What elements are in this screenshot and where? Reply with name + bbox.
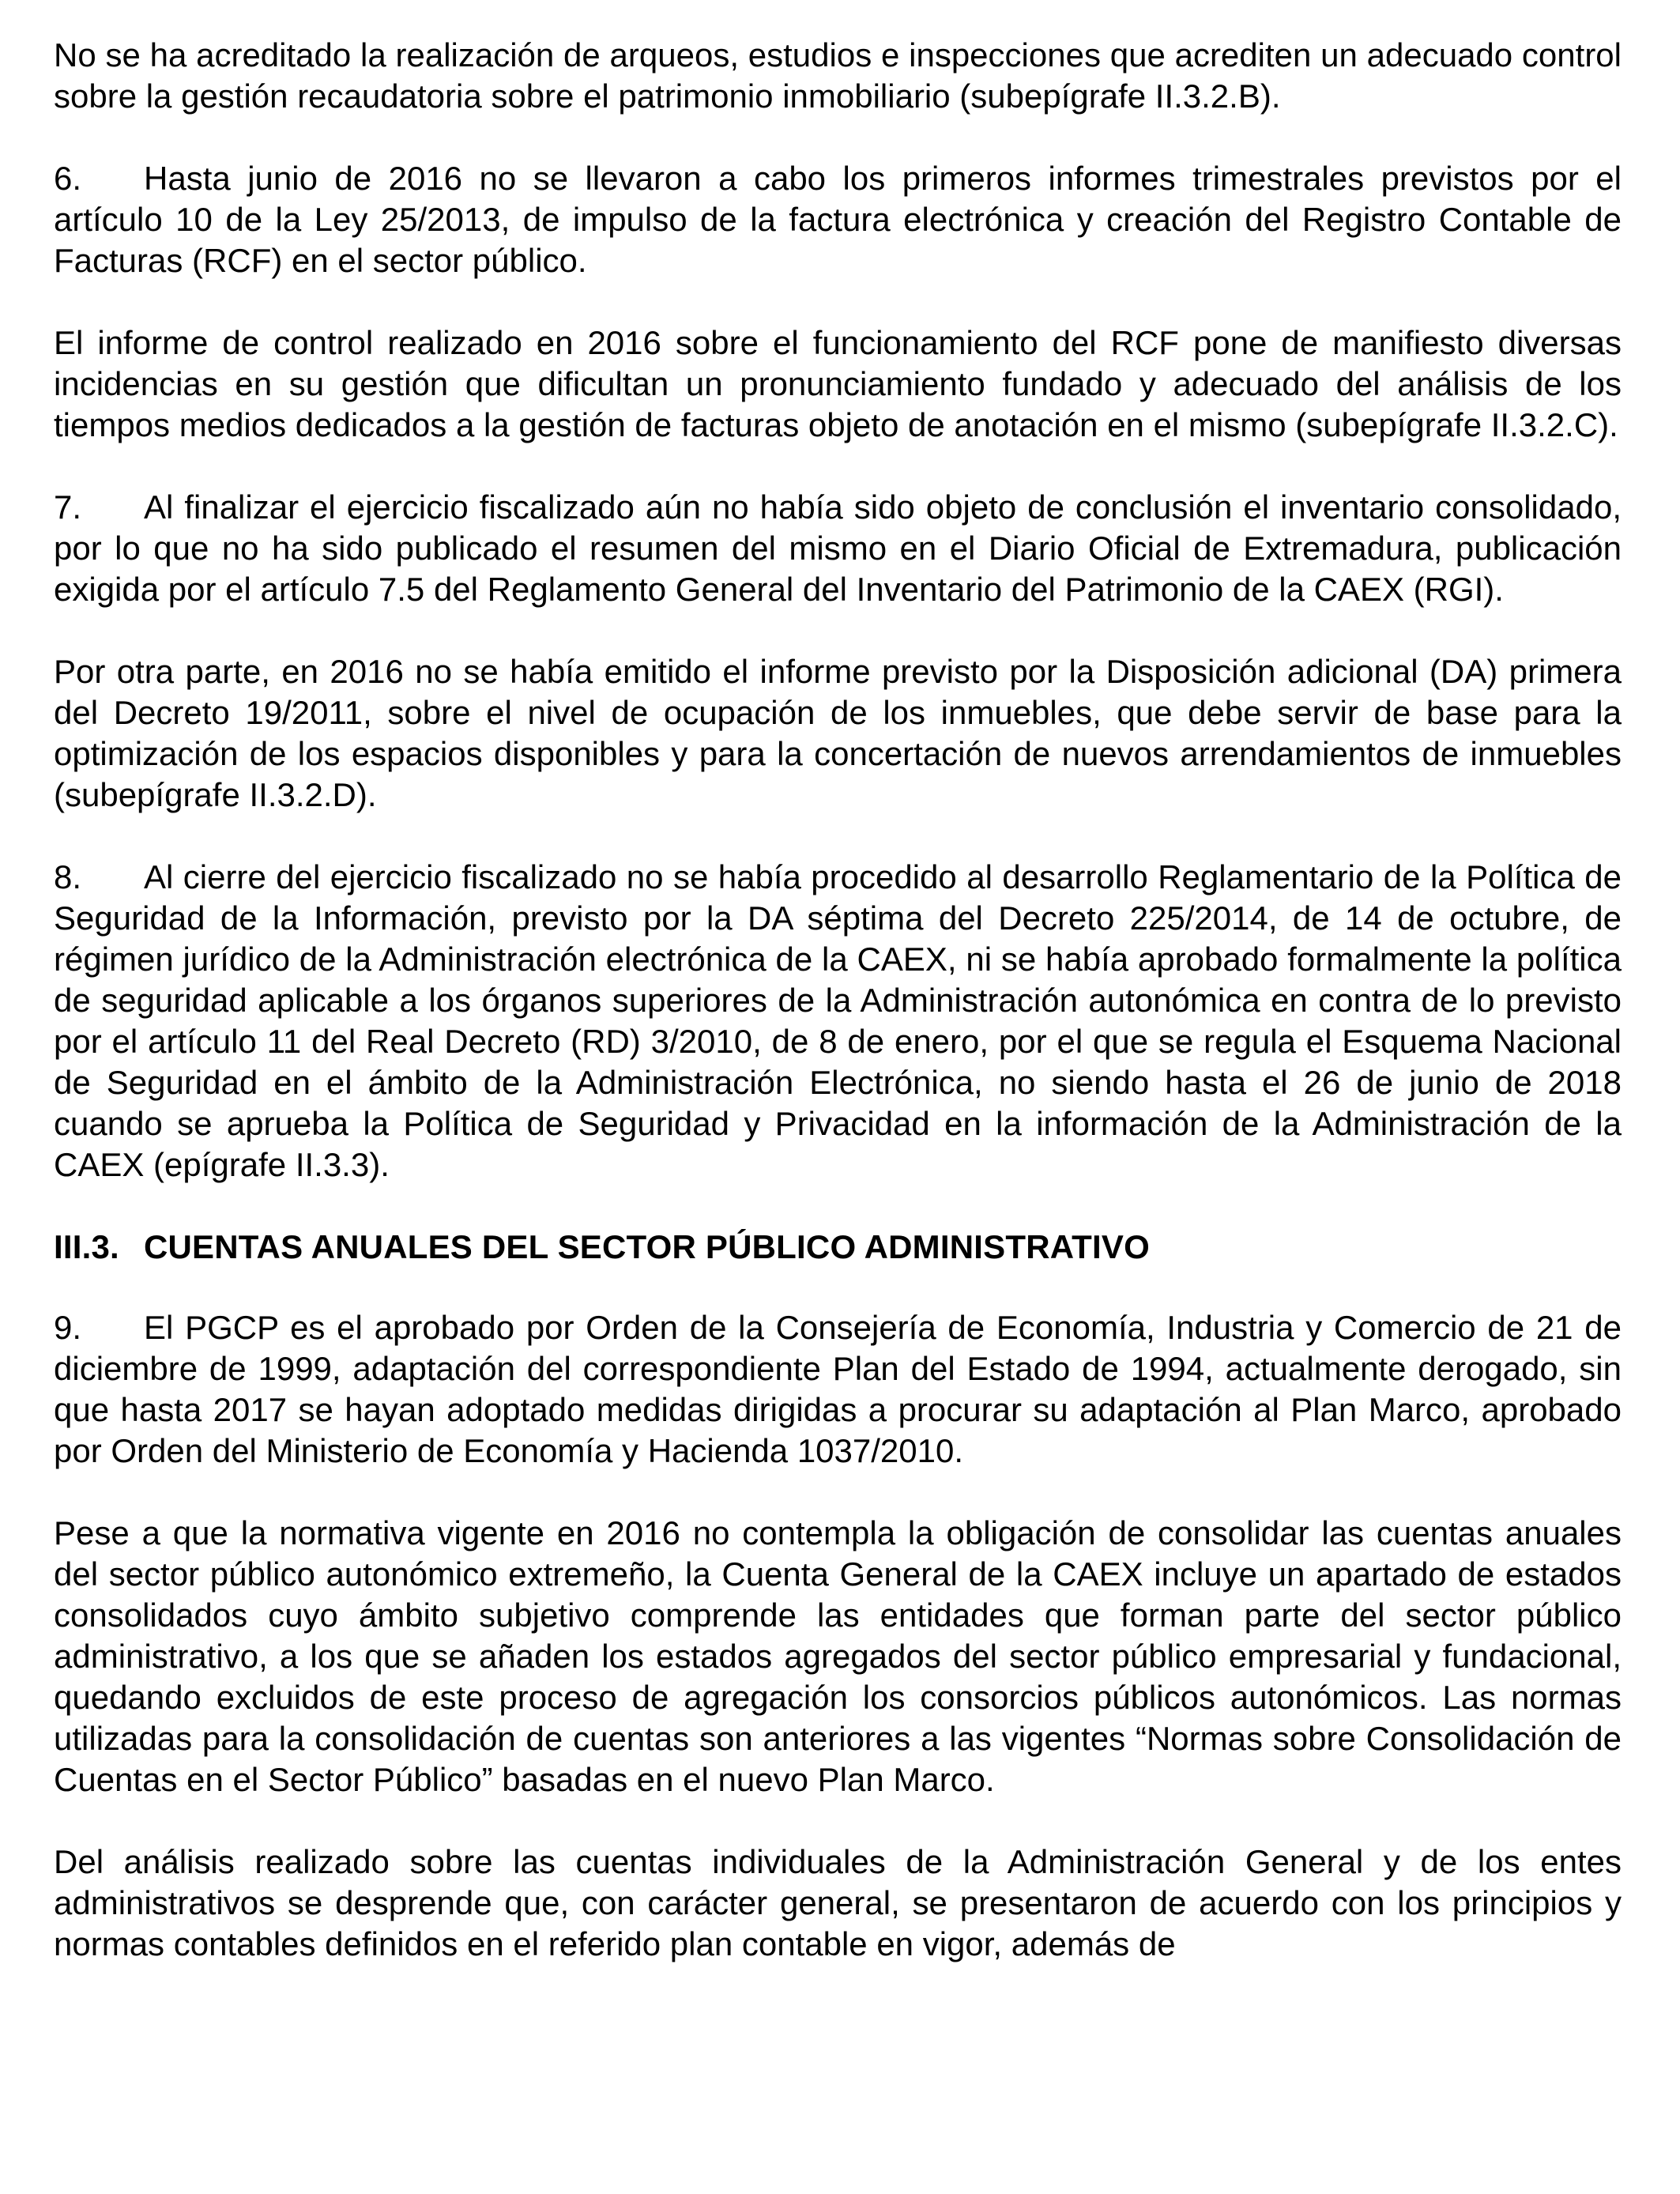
paragraph-ocupacion-inmuebles — [54, 651, 1622, 816]
document-page — [54, 35, 1622, 2006]
paragraph-text: Del análisis realizado sobre las cuentas individuales de la Administración General y de los entes administrativos se desprende que, con carácter general, se presentaron de acuerdo con los principios y normas contables definidos en el referido plan contable en vigor, además de — [54, 1843, 1622, 1962]
paragraph-number: 7. — [54, 488, 82, 526]
paragraph-text: Al cierre del ejercicio fiscalizado no se había procedido al desarrollo Reglamentario de la Política de Seguridad de la Información, previsto por la DA séptima del Decreto 225/2014, de 14 de octubre, de régimen jurídico de la Administración electrónica de la CAEX, ni se había aprobado formalmente la política de seguridad aplicable a los órganos superiores de la Administración autonómica en contra de lo previsto por el artículo 11 del Real Decreto (RD) 3/2010, de 8 de enero, por el que se regula el Esquema Nacional de Seguridad en el ámbito de la Administración Electrónica, no siendo hasta el 26 de junio de 2018 cuando se aprueba la Política de Seguridad y Privacidad en la información de la Administración de la CAEX (epígrafe II.3.3). — [54, 858, 1622, 1183]
paragraph-7 — [54, 487, 1622, 610]
paragraph-text: Por otra parte, en 2016 no se había emitido el informe previsto por la Disposición adicional (DA) primera del Decreto 19/2011, sobre el nivel de ocupación de los inmuebles, que debe servir de base para la optimización de los espacios disponibles y para la concertación de nuevos arrendamientos de inmuebles (subepígrafe II.3.2.D). — [54, 653, 1622, 813]
section-number: III.3. — [54, 1228, 119, 1265]
paragraph-text: Pese a que la normativa vigente en 2016 no contempla la obligación de consolidar las cuentas anuales del sector público autonómico extremeño, la Cuenta General de la CAEX incluye un apartado de estados consolidados cuyo ámbito subjetivo comprende las entidades que forman parte del sector público administrativo, a los que se añaden los estados agregados del sector público empresarial y fundacional, quedando excluidos de este proceso de agregación los consorcios públicos autonómicos. Las normas utilizadas para la consolidación de cuentas son anteriores a las vigentes “Normas sobre Consolidación de Cuentas en el Sector Público” basadas en el nuevo Plan Marco. — [54, 1514, 1622, 1798]
paragraph-text: No se ha acreditado la realización de arqueos, estudios e inspecciones que acrediten un adecuado control sobre la gestión recaudatoria sobre el patrimonio inmobiliario (subepígrafe II.3.2.B). — [54, 36, 1622, 115]
paragraph-number: 8. — [54, 858, 82, 895]
paragraph-6 — [54, 158, 1622, 281]
paragraph-8 — [54, 857, 1622, 1186]
paragraph-text: Al finalizar el ejercicio fiscalizado aún no había sido objeto de conclusión el inventario consolidado, por lo que no ha sido publicado el resumen del mismo en el Diario Oficial de Extremadura, publicación exigida por el artículo 7.5 del Reglamento General del Inventario del Patrimonio de la CAEX (RGI). — [54, 488, 1622, 608]
paragraph-rcf-informe — [54, 322, 1622, 446]
section-title: CUENTAS ANUALES DEL SECTOR PÚBLICO ADMINISTRATIVO — [144, 1228, 1150, 1265]
paragraph-consolidacion — [54, 1513, 1622, 1800]
paragraph-9 — [54, 1307, 1622, 1472]
paragraph-text: El PGCP es el aprobado por Orden de la Consejería de Economía, Industria y Comercio de 21 de diciembre de 1999, adaptación del correspondiente Plan del Estado de 1994, actualmente derogado, sin que hasta 2017 se hayan adoptado medidas dirigidas a procurar su adaptación al Plan Marco, aprobado por Orden del Ministerio de Economía y Hacienda 1037/2010. — [54, 1309, 1622, 1469]
section-heading — [54, 1227, 1622, 1268]
paragraph-recaudacion — [54, 35, 1622, 117]
paragraph-number: 6. — [54, 160, 82, 197]
paragraph-number: 9. — [54, 1309, 82, 1346]
paragraph-text: El informe de control realizado en 2016 sobre el funcionamiento del RCF pone de manifiesto diversas incidencias en su gestión que dificultan un pronunciamiento fundado y adecuado del análisis de los tiempos medios dedicados a la gestión de facturas objeto de anotación en el mismo (subepígrafe II.3.2.C). — [54, 324, 1622, 443]
paragraph-analisis-cuentas — [54, 1842, 1622, 1965]
paragraph-text: Hasta junio de 2016 no se llevaron a cabo los primeros informes trimestrales previstos por el artículo 10 de la Ley 25/2013, de impulso de la factura electrónica y creación del Registro Contable de Facturas (RCF) en el sector público. — [54, 160, 1622, 279]
